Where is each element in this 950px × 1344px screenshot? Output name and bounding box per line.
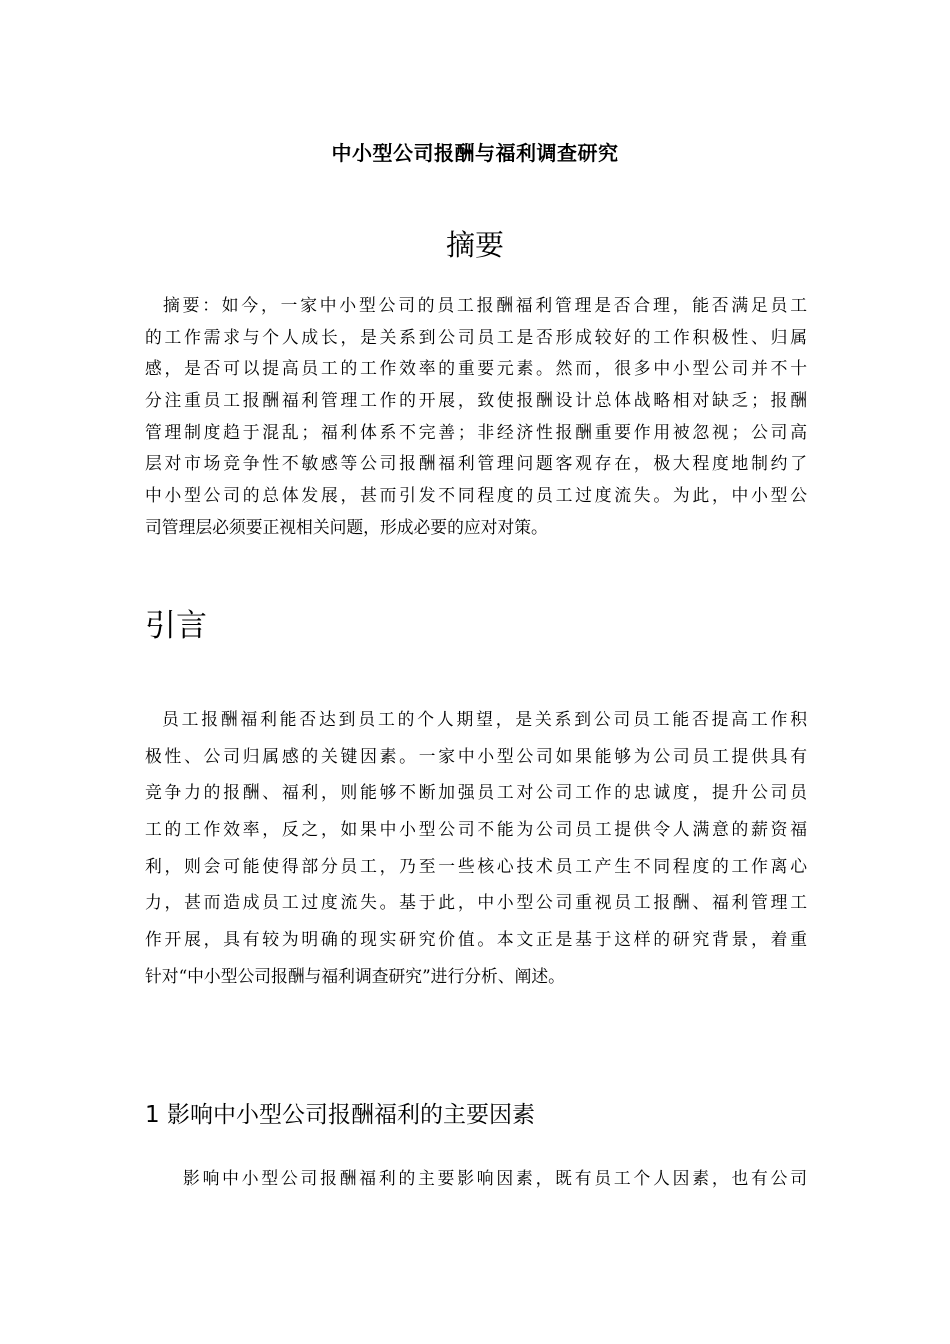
abstract-line: 司管理层必须要正视相关问题，形成必要的应对对策。 — [145, 516, 548, 537]
abstract-paragraph — [145, 290, 807, 544]
abstract-line: 中小型公司的总体发展，甚而引发不同程度的员工过度流失。为此，中小型公 — [145, 485, 807, 506]
abstract-line: 感，是否可以提高员工的工作效率的重要元素。然而，很多中小型公司并不十 — [145, 358, 807, 379]
introduction-heading: 引言 — [145, 608, 207, 644]
introduction-line: 作开展，具有较为明确的现实研究价值。本文正是基于这样的研究背景，着重 — [145, 929, 807, 950]
introduction-line: 竞争力的报酬、福利，则能够不断加强员工对公司工作的忠诚度，提升公司员 — [145, 782, 807, 803]
abstract-line: 分注重员工报酬福利管理工作的开展，致使报酬设计总体战略相对缺乏；报酬 — [145, 390, 807, 411]
introduction-line: 力，甚而造成员工过度流失。基于此，中小型公司重视员工报酬、福利管理工 — [145, 892, 807, 913]
document-title: 中小型公司报酬与福利调查研究 — [331, 141, 619, 165]
abstract-line: 层对市场竞争性不敏感等公司报酬福利管理问题客观存在，极大程度地制约了 — [145, 453, 807, 474]
abstract-line: 摘要：如今，一家中小型公司的员工报酬福利管理是否合理，能否满足员工 — [163, 295, 807, 315]
introduction-line: 工的工作效率，反之，如果中小型公司不能为公司员工提供令人满意的薪资福 — [145, 819, 807, 840]
introduction-line: 极性、公司归属感的关键因素。一家中小型公司如果能够为公司员工提供具有 — [145, 745, 807, 766]
introduction-line: 利，则会可能使得部分员工，乃至一些核心技术员工产生不同程度的工作离心 — [145, 855, 807, 876]
section-1-paragraph — [145, 1160, 807, 1196]
abstract-heading: 摘要 — [445, 228, 504, 262]
introduction-line: 针对“中小型公司报酬与福利调查研究”进行分析、阐述。 — [145, 965, 565, 986]
introduction-paragraph — [145, 701, 807, 995]
section-1-heading: 1 影响中小型公司报酬福利的主要因素 — [145, 1102, 535, 1128]
introduction-line: 员工报酬福利能否达到员工的个人期望，是关系到公司员工能否提高工作积 — [162, 709, 807, 729]
abstract-line: 管理制度趋于混乱；福利体系不完善；非经济性报酬重要作用被忽视；公司高 — [145, 421, 807, 442]
abstract-line: 的工作需求与个人成长，是关系到公司员工是否形成较好的工作积极性、归属 — [145, 326, 807, 347]
section-1-line: 影响中小型公司报酬福利的主要影响因素，既有员工个人因素，也有公司 — [183, 1168, 807, 1188]
